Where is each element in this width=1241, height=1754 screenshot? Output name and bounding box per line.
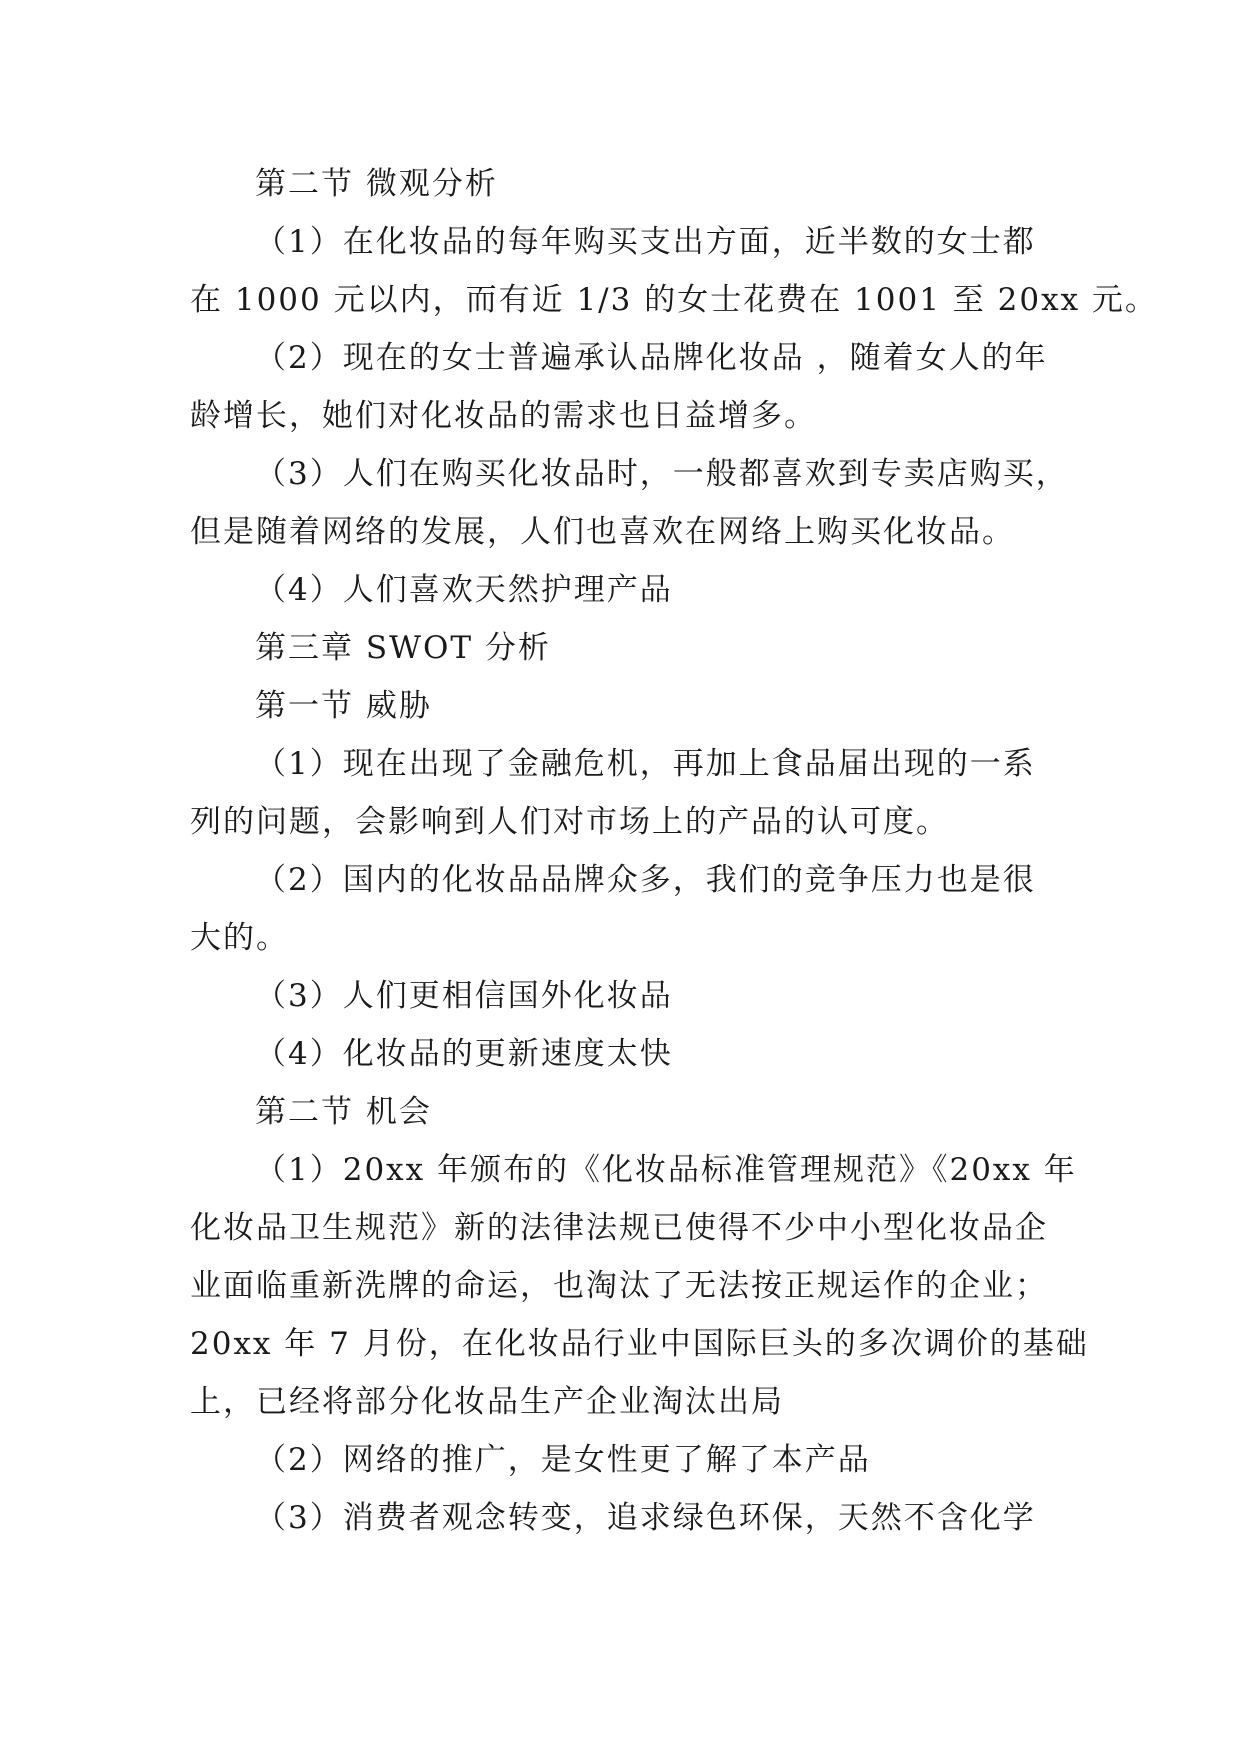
chapter-heading-swot: 第三章 SWOT 分析 bbox=[255, 630, 551, 666]
paragraph-line: （3）人们更相信国外化妆品 bbox=[255, 978, 673, 1014]
paragraph-line: （3）人们在购买化妆品时，一般都喜欢到专卖店购买， bbox=[255, 456, 1069, 492]
section-heading-opportunities: 第二节 机会 bbox=[255, 1094, 432, 1130]
paragraph-line: （1）现在出现了金融危机，再加上食品届出现的一系 bbox=[255, 746, 1036, 782]
paragraph-line: 化妆品卫生规范》新的法律法规已使得不少中小型化妆品企 bbox=[190, 1210, 1048, 1246]
paragraph-line: 20xx 年 7 月份，在化妆品行业中国际巨头的多次调价的基础 bbox=[190, 1326, 1089, 1362]
section-heading-threats: 第一节 威胁 bbox=[255, 688, 432, 724]
paragraph-line: （3）消费者观念转变，追求绿色环保，天然不含化学 bbox=[255, 1500, 1036, 1536]
paragraph-line: 在 1000 元以内，而有近 1/3 的女士花费在 1001 至 20xx 元。 bbox=[190, 282, 1158, 318]
paragraph-line: （1）在化妆品的每年购买支出方面，近半数的女士都 bbox=[255, 224, 1036, 260]
paragraph-line: 龄增长，她们对化妆品的需求也日益增多。 bbox=[190, 398, 817, 434]
section-heading-micro-analysis: 第二节 微观分析 bbox=[255, 166, 498, 202]
paragraph-line: （1）20xx 年颁布的《化妆品标准管理规范》《20xx 年 bbox=[255, 1152, 1077, 1188]
paragraph-line: （2）国内的化妆品品牌众多，我们的竞争压力也是很 bbox=[255, 862, 1036, 898]
paragraph-line: 但是随着网络的发展，人们也喜欢在网络上购买化妆品。 bbox=[190, 514, 1015, 550]
paragraph-line: （2）网络的推广，是女性更了解了本产品 bbox=[255, 1442, 871, 1478]
paragraph-line: 大的。 bbox=[190, 920, 289, 956]
paragraph-line: 业面临重新洗牌的命运，也淘汰了无法按正规运作的企业； bbox=[190, 1268, 1048, 1304]
paragraph-line: （2）现在的女士普遍承认品牌化妆品 ，随着女人的年 bbox=[255, 340, 1048, 376]
paragraph-line: （4）人们喜欢天然护理产品 bbox=[255, 572, 673, 608]
paragraph-line: 上，已经将部分化妆品生产企业淘汰出局 bbox=[190, 1384, 784, 1420]
paragraph-line: 列的问题，会影响到人们对市场上的产品的认可度。 bbox=[190, 804, 949, 840]
paragraph-line: （4）化妆品的更新速度太快 bbox=[255, 1036, 673, 1072]
